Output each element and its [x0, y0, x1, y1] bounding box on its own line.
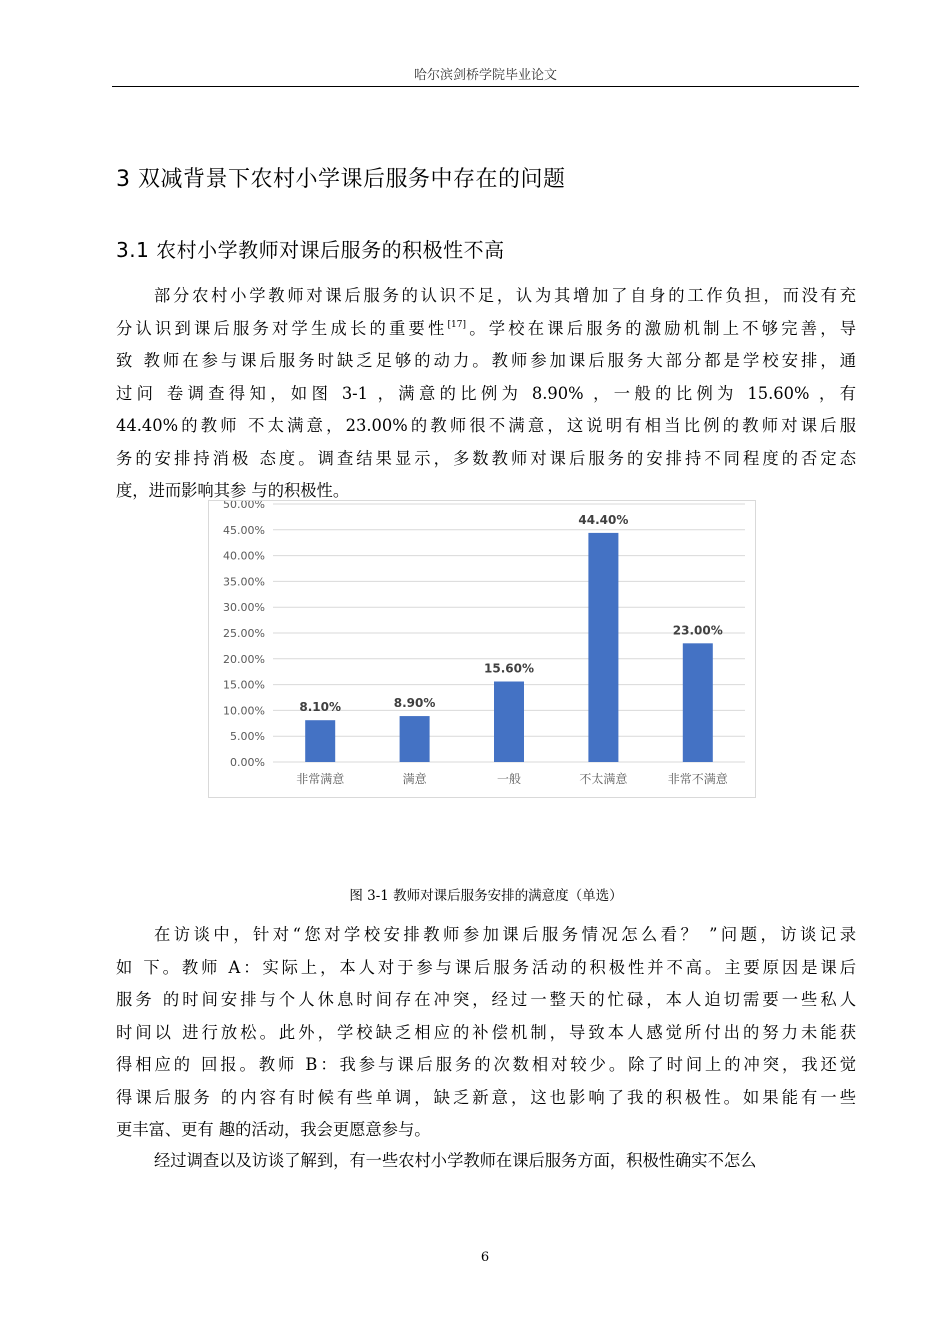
paragraph-line: 度，进而影响其参 与的积极性。: [116, 481, 350, 500]
satisfaction-bar-chart: [208, 500, 756, 798]
bar: [588, 533, 618, 762]
header-rule: [112, 86, 859, 87]
y-tick-label: 50.00%: [223, 501, 265, 511]
paragraph-1: [116, 280, 856, 508]
y-tick-label: 15.00%: [223, 678, 265, 692]
page-number: 6: [480, 1250, 490, 1265]
paragraph-line: 服务 的时间安排与个人休息时间存在冲突，经过一整天的忙碌，本人迫切需要一些私人: [116, 990, 856, 1009]
paragraph-line: 得课后服务 的内容有时候有些单调，缺乏新意，这也影响了我的积极性。如果能有一些: [116, 1087, 856, 1107]
y-tick-label: 45.00%: [223, 523, 265, 537]
section-title: 3 双减背景下农村小学课后服务中存在的问题: [116, 167, 566, 192]
subsection-title: 3.1 农村小学教师对课后服务的积极性不高: [116, 238, 505, 262]
paragraph-line: 过问 卷调查得知，如图 3-1 ，满意的比例为 8.90% ，一般的比例为 15.60% ，有: [116, 383, 856, 403]
citation: [17]: [447, 319, 466, 330]
y-tick-label: 35.00%: [223, 575, 265, 589]
y-tick-label: 20.00%: [223, 652, 265, 666]
y-tick-label: 30.00%: [223, 601, 265, 615]
paragraph-line: 44.40%的教师 不太满意，23.00%的教师很不满意，这说明有相当比例的教师对课后服: [116, 416, 856, 435]
chart-svg: [209, 501, 755, 797]
paragraph-2: [116, 919, 856, 1147]
paragraph-line: 更丰富、更有 趣的活动，我会更愿意参与。: [116, 1120, 431, 1139]
bar: [494, 682, 524, 762]
paragraph-3: [116, 1145, 856, 1178]
bar: [305, 720, 335, 762]
figure-caption: 图 3-1 教师对课后服务安排的满意度（单选）: [349, 888, 623, 904]
paragraph-line: 部分农村小学教师对课后服务的认识不足，认为其增加了自身的工作负担，而没有充: [154, 286, 856, 305]
paragraph-line: 致 教师在参与课后服务时缺乏足够的动力。教师参加课后服务大部分都是学校安排，通: [116, 351, 856, 370]
paragraph-line: [116, 313, 856, 346]
paragraph-line-text: 。学校在课后服务的激励机制上不够完善，导: [465, 318, 856, 338]
paragraph-line: 经过调查以及访谈了解到，有一些农村小学教师在课后服务方面，积极性确实不怎么: [154, 1151, 757, 1170]
paragraph-line: 得相应的 回报。教师 B：我参与课后服务的次数相对较少。除了时间上的冲突，我还觉: [116, 1055, 856, 1074]
page-header: 哈尔滨剑桥学院毕业论文: [413, 68, 557, 83]
bar: [400, 716, 430, 762]
bar: [683, 643, 713, 762]
y-tick-label: 10.00%: [223, 704, 265, 718]
y-tick-label: 5.00%: [230, 730, 265, 744]
x-category-label: 非常满意: [296, 772, 345, 786]
data-label: 44.40%: [578, 512, 629, 527]
paragraph-line: 务的安排持消极 态度。调查结果显示，多数教师对课后服务的安排持不同程度的否定态: [116, 448, 856, 468]
data-label: 23.00%: [672, 623, 723, 638]
data-label: 15.60%: [484, 661, 534, 676]
x-category-label: 满意: [402, 772, 427, 786]
x-category-label: 一般: [496, 772, 522, 786]
y-tick-label: 40.00%: [223, 549, 265, 563]
x-category-label: 非常不满意: [667, 772, 728, 786]
data-label: 8.10%: [299, 700, 342, 715]
paragraph-line: 时间以 进行放松。此外，学校缺乏相应的补偿机制，导致本人感觉所付出的努力未能获: [116, 1022, 856, 1042]
y-tick-label: 25.00%: [223, 627, 265, 640]
paragraph-line-text: 分认识到课后服务对学生成长的重要性: [116, 318, 448, 338]
x-category-label: 不太满意: [579, 772, 628, 786]
paragraph-line: 如 下。教师 A：实际上，本人对于参与课后服务活动的积极性并不高。主要原因是课后: [116, 957, 856, 977]
paragraph-line: 在访谈中，针对“您对学校安排教师参加课后服务情况怎么看？ ”问题，访谈记录: [154, 925, 856, 944]
data-label: 8.90%: [393, 696, 436, 711]
y-tick-label: 0.00%: [230, 756, 265, 769]
